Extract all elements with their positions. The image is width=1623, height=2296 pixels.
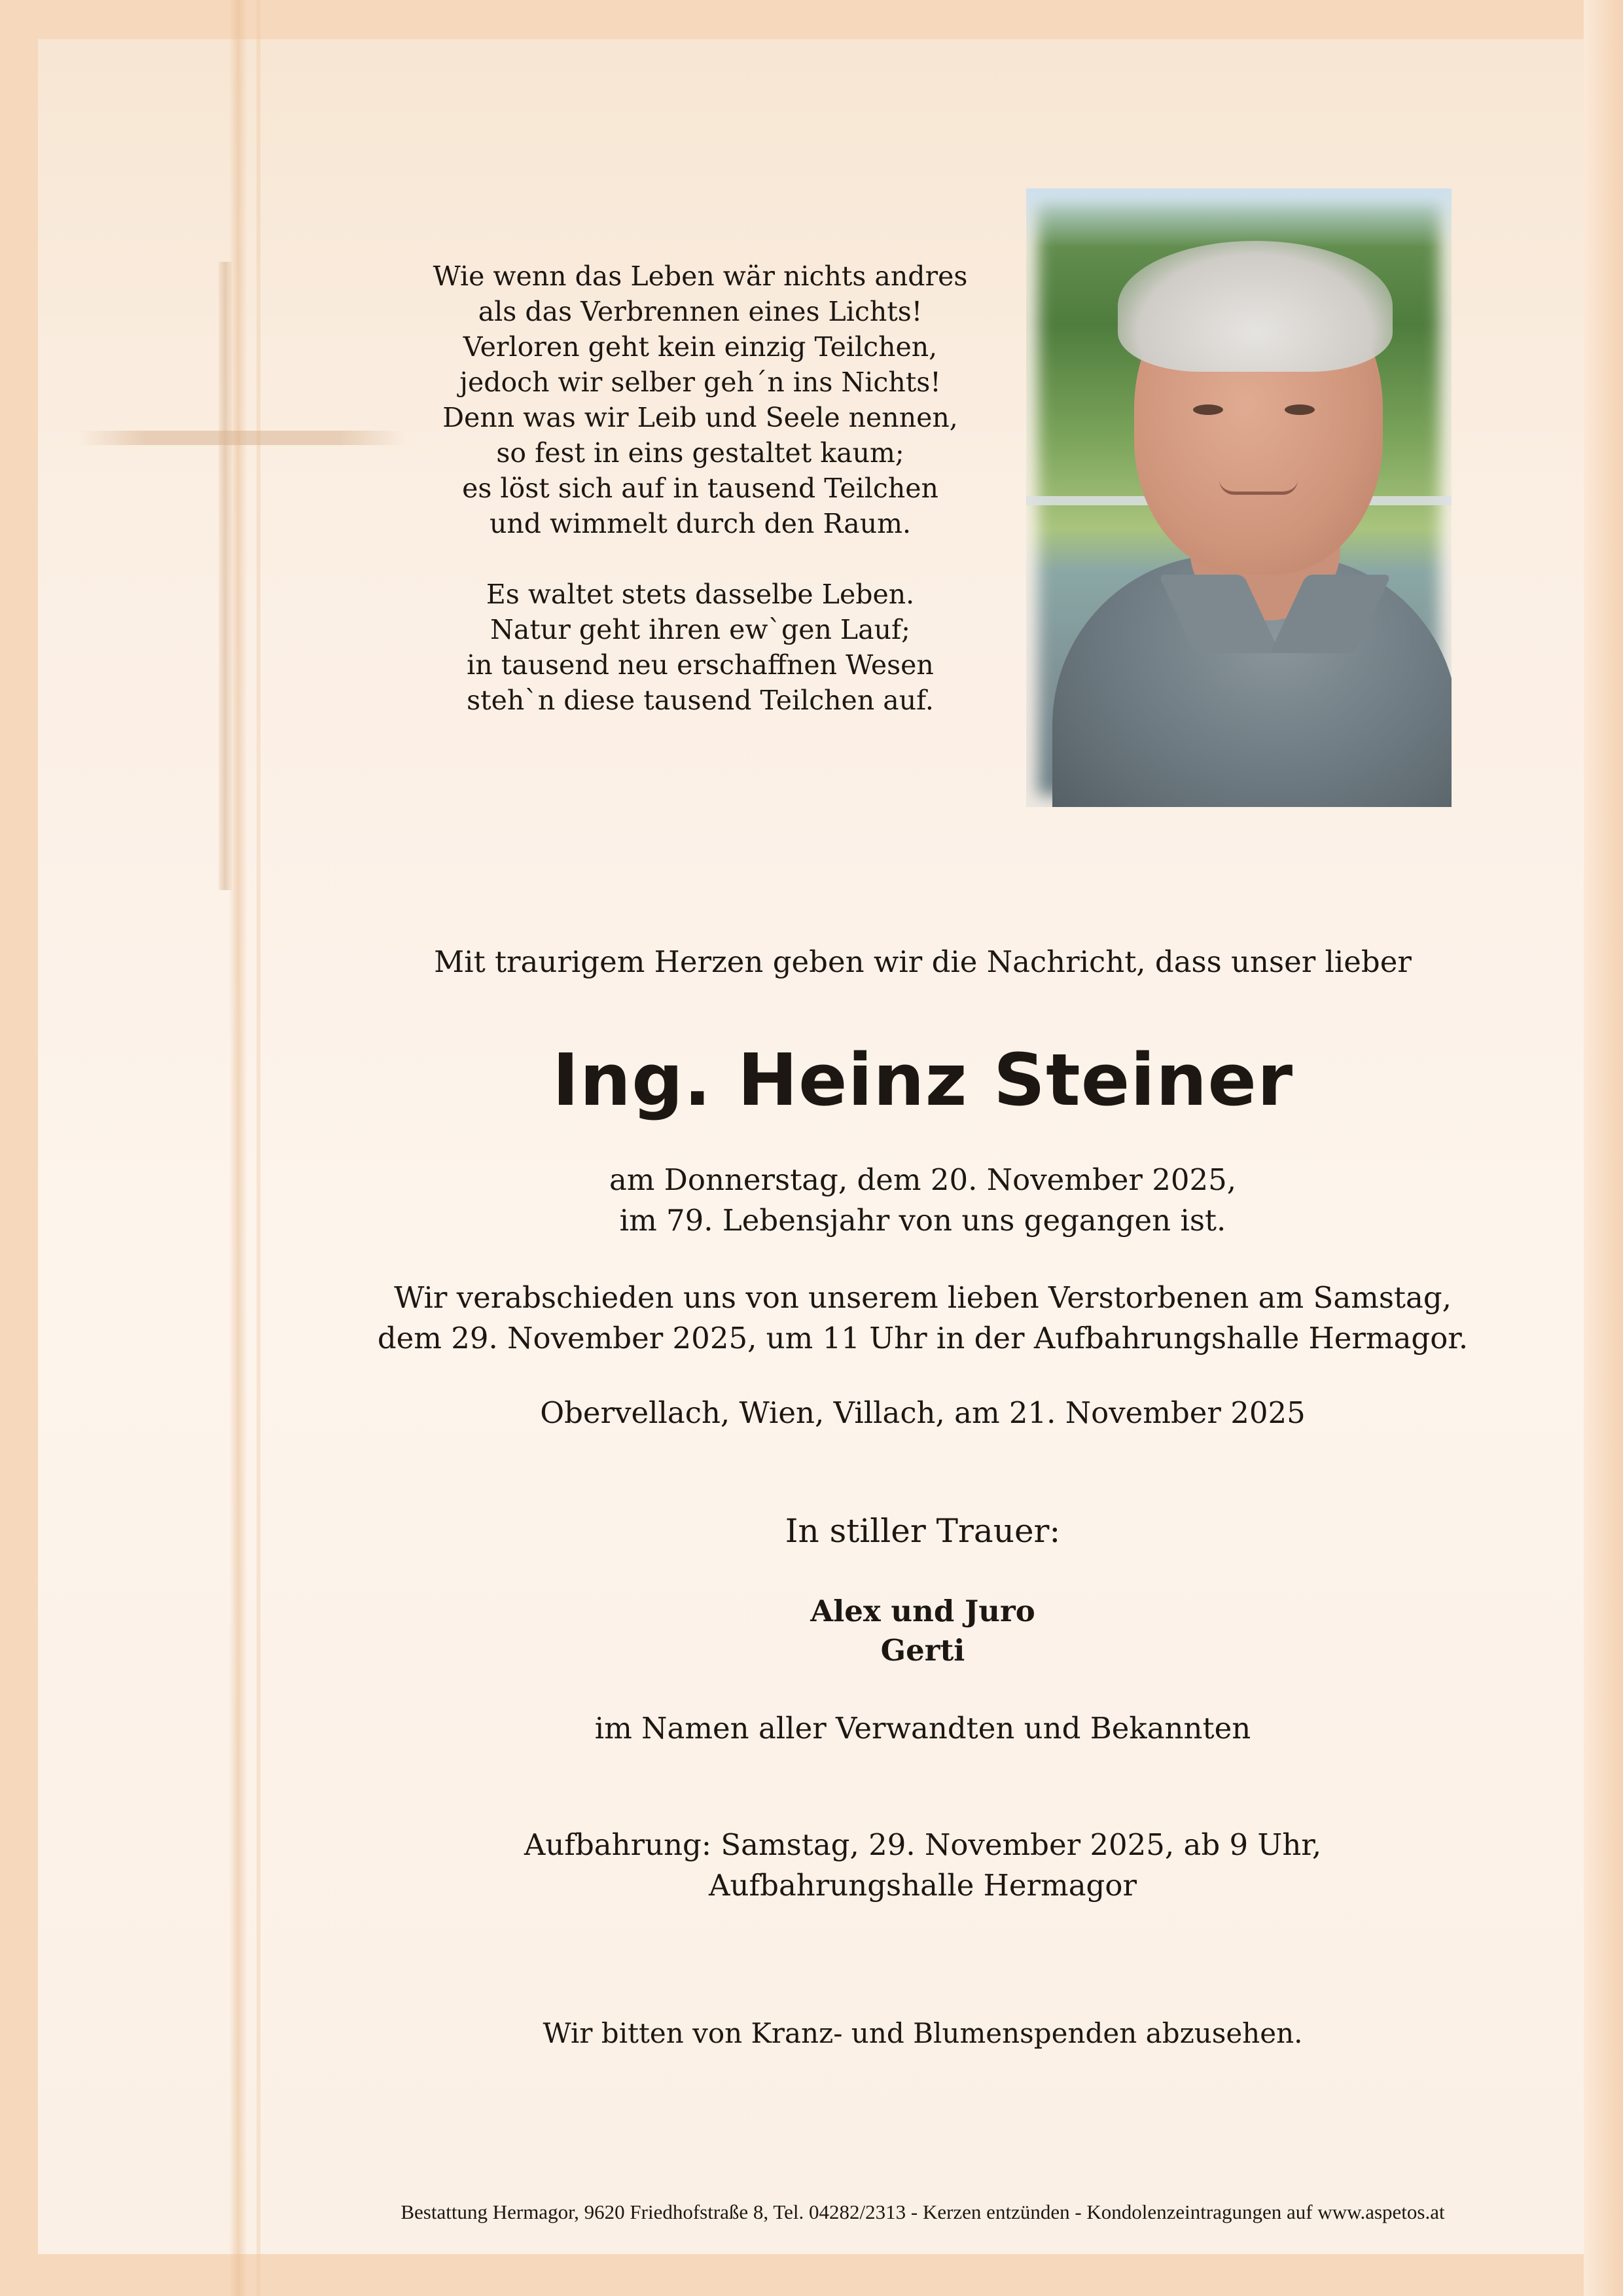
poem-line: so fest in eins gestaltet kaum; bbox=[496, 437, 904, 469]
place-date bbox=[366, 1393, 1479, 1433]
mourner: Gerti bbox=[880, 1633, 965, 1668]
relatives-note bbox=[366, 1708, 1479, 1749]
viewing-line: Aufbahrung: Samstag, 29. November 2025, ab 9 Uhr, bbox=[524, 1827, 1322, 1862]
right-edge-shade bbox=[1584, 0, 1623, 2296]
poem-line: als das Verbrennen eines Lichts! bbox=[478, 296, 923, 327]
viewing-line: Aufbahrungshalle Hermagor bbox=[709, 1868, 1137, 1903]
deceased-name: Ing. Heinz Steiner bbox=[552, 1038, 1294, 1122]
decorative-stripe bbox=[229, 0, 247, 2296]
farewell-line: dem 29. November 2025, um 11 Uhr in der Aufbahrungshalle Hermagor. bbox=[377, 1321, 1469, 1355]
cross-icon-horizontal bbox=[79, 431, 406, 445]
decorative-stripe-thin bbox=[257, 0, 260, 2296]
poem-line: Denn was wir Leib und Seele nennen, bbox=[442, 402, 958, 433]
footer-contact: Bestattung Hermagor, 9620 Friedhofstraße 8, Tel. 04282/2313 - Kerzen entzünden - Kondolenzeintragungen auf www.aspetos.at bbox=[401, 2200, 1445, 2223]
poem-line: Es waltet stets dasselbe Leben. bbox=[486, 579, 915, 610]
portrait-photo bbox=[1026, 188, 1452, 807]
mourning-heading-text: In stiller Trauer: bbox=[785, 1512, 1061, 1550]
announcement bbox=[366, 942, 1479, 982]
death-info bbox=[366, 1160, 1479, 1241]
mourners-list bbox=[366, 1592, 1479, 1670]
viewing-info bbox=[366, 1825, 1479, 1906]
poem-line: steh`n diese tausend Teilchen auf. bbox=[467, 685, 934, 716]
announcement-text: Mit traurigem Herzen geben wir die Nachricht, dass unser lieber bbox=[434, 944, 1412, 979]
poem bbox=[366, 259, 1034, 718]
relatives-note-text: im Namen aller Verwandten und Bekannten bbox=[594, 1711, 1251, 1746]
death-date: am Donnerstag, dem 20. November 2025, bbox=[609, 1162, 1237, 1197]
farewell-info bbox=[366, 1278, 1479, 1359]
poem-line: Verloren geht kein einzig Teilchen, bbox=[463, 331, 938, 363]
donation-request bbox=[366, 2013, 1479, 2054]
mourner: Alex und Juro bbox=[810, 1594, 1035, 1628]
poem-line: Natur geht ihren ew`gen Lauf; bbox=[490, 614, 910, 645]
poem-line: in tausend neu erschaffnen Wesen bbox=[467, 649, 934, 681]
death-age: im 79. Lebensjahr von uns gegangen ist. bbox=[619, 1203, 1226, 1238]
poem-line: es löst sich auf in tausend Teilchen bbox=[462, 473, 938, 504]
poem-line: und wimmelt durch den Raum. bbox=[489, 508, 912, 539]
poem-line: jedoch wir selber geh´n ins Nichts! bbox=[459, 367, 941, 398]
poem-line: Wie wenn das Leben wär nichts andres bbox=[433, 260, 968, 292]
donation-request-text: Wir bitten von Kranz- und Blumenspenden abzusehen. bbox=[543, 2017, 1303, 2049]
farewell-line: Wir verabschieden uns von unserem lieben Verstorbenen am Samstag, bbox=[394, 1280, 1452, 1315]
cross-icon-vertical bbox=[219, 262, 232, 890]
place-date-text: Obervellach, Wien, Villach, am 21. November 2025 bbox=[540, 1395, 1306, 1430]
mourning-heading bbox=[366, 1511, 1479, 1551]
